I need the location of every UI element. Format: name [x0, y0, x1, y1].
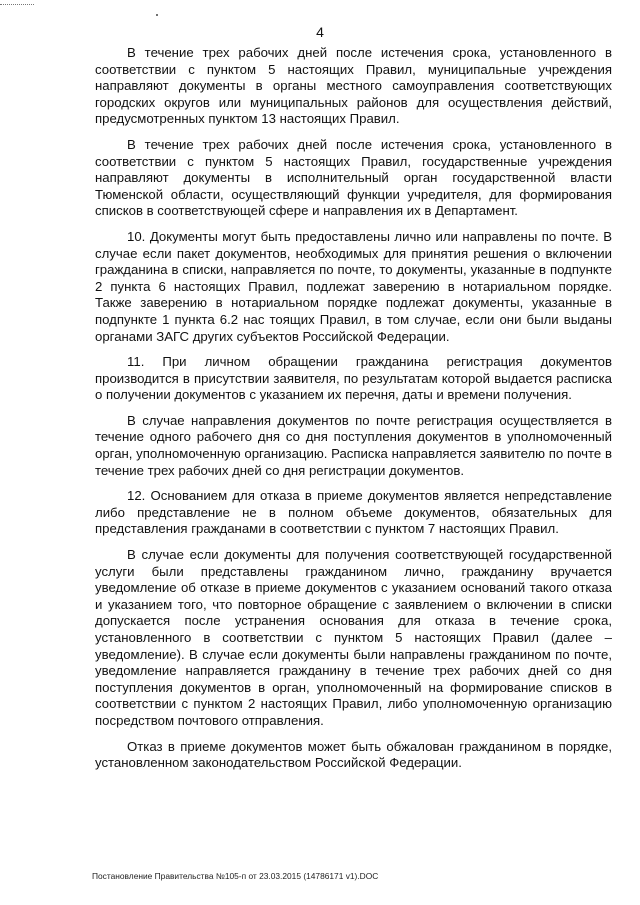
- document-body: [95, 45, 612, 781]
- paragraph: 11. При личном обращении гражданина регистрация документов производится в присутствии заявителя, по результатам которой выдается расписка о получении документов с указанием их перечня, даты и времени получения.: [95, 354, 612, 403]
- paragraph: В течение трех рабочих дней после истечения срока, установленного в соответствии с пунктом 5 настоящих Правил, государственные учреждения направляют документы в исполнительный орган государственной власти Тюменской области, осуществляющий функции учредителя, для формирования списков в соответствующей сфере и направления их в Департамент.: [95, 136, 612, 219]
- paragraph: В случае если документы для получения соответствующей государственной услуги были представлены гражданином лично, гражданину вручается уведомление об отказе в приеме документов с указанием оснований такого отказа и указанием того, что повторное обращение с заявлением о включении в списки допускается после устранения основания для отказа в течение срока, установленного в соответствии с пунктом 5 настоящих Правил (далее – уведомление). В случае если документы были направлены гражданином по почте, уведомление направляется гражданину в течение трех рабочих дней со дня поступления документов в орган, уполномоченный на формирование списков в соответствии с пунктом 2 настоящих Правил, либо уполномоченную организацию посредством почтового отправления.: [95, 547, 612, 728]
- scan-edge-mark: [0, 4, 34, 5]
- page-number: 4: [316, 24, 324, 40]
- paragraph: Отказ в приеме документов может быть обжалован гражданином в порядке, установленном законодательством Российской Федерации.: [95, 738, 612, 771]
- paragraph: В течение трех рабочих дней после истечения срока, установленного в соответствии с пунктом 5 настоящих Правил, муниципальные учреждения направляют документы в органы местного самоуправления соответствующих городских округов или муниципальных районов для осуществления действий, предусмотренных пунктом 13 настоящих Правил.: [95, 45, 612, 127]
- paragraph: 10. Документы могут быть предоставлены лично или направлены по почте. В случае если пакет документов, необходимых для принятия решения о включении гражданина в списки, направляется по почте, то документы, указанные в подпункте 2 пункта 6 настоящих Правил, подлежат заверению в нотариальном порядке. Также заверению в нотариальном порядке подлежат документы, указанные в подпункте 1 пункта 6.2 нас тоящих Правил, в том случае, если они были выданы органами ЗАГС других субъектов Российской Федерации.: [95, 228, 612, 344]
- paragraph: В случае направления документов по почте регистрация осуществляется в течение одного рабочего дня со дня поступления документов в уполномоченный орган, уполномоченную организацию. Расписка направляется заявителю по почте в течение трех рабочих дней со дня регистрации документов.: [95, 412, 612, 478]
- scan-dot-mark: [156, 14, 158, 16]
- paragraph: 12. Основанием для отказа в приеме документов является непредставление либо представление не в полном объеме документов, обязательных для представления гражданами в соответствии с пунктом 7 настоящих Правил.: [95, 488, 612, 537]
- document-footer: Постановление Правительства №105-п от 23.03.2015 (14786171 v1).DOC: [92, 871, 379, 881]
